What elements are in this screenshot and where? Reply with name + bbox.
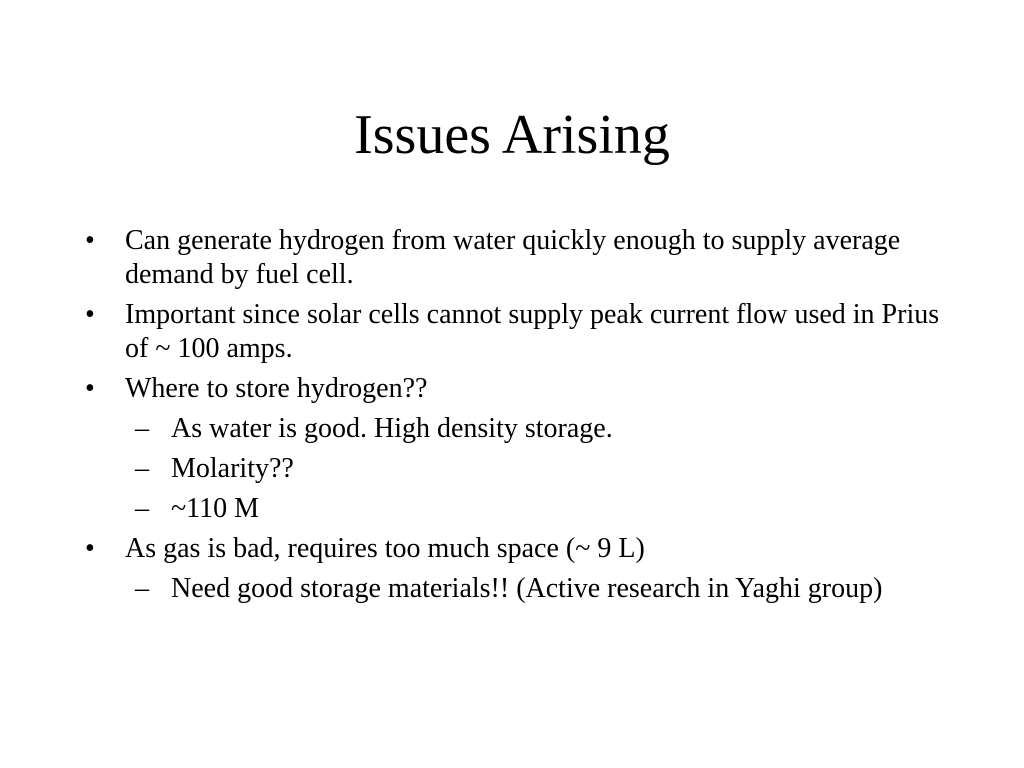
sub-bullet-text: Molarity??: [171, 453, 294, 484]
sub-bullet-item: [85, 412, 955, 446]
sub-bullet-item: [85, 572, 955, 606]
bullet-item: [85, 298, 955, 366]
bullet-text: Important since solar cells cannot supply peak current flow used in Prius of ~ 100 amps.: [125, 299, 940, 364]
bullet-item: [85, 372, 955, 406]
bullet-marker: •: [85, 533, 95, 564]
sub-bullet-item: [85, 492, 955, 526]
slide-title: Issues Arising: [354, 104, 670, 166]
bullet-list: [85, 224, 955, 612]
bullet-marker: •: [85, 225, 95, 256]
dash-marker: –: [135, 453, 149, 484]
dash-marker: –: [135, 413, 149, 444]
bullet-text: Where to store hydrogen??: [125, 373, 428, 404]
bullet-text: As gas is bad, requires too much space (~ 9 L): [125, 533, 645, 564]
dash-marker: –: [135, 573, 149, 604]
dash-marker: –: [135, 493, 149, 524]
bullet-text: Can generate hydrogen from water quickly enough to supply average demand by fuel cell.: [125, 225, 901, 290]
bullet-marker: •: [85, 373, 95, 404]
sub-bullet-item: [85, 452, 955, 486]
sub-bullet-text: ~110 M: [171, 493, 260, 524]
sub-bullet-text: Need good storage materials!! (Active research in Yaghi group): [171, 573, 883, 604]
bullet-marker: •: [85, 299, 95, 330]
bullet-item: [85, 532, 955, 566]
bullet-item: [85, 224, 955, 292]
sub-bullet-text: As water is good. High density storage.: [171, 413, 613, 444]
